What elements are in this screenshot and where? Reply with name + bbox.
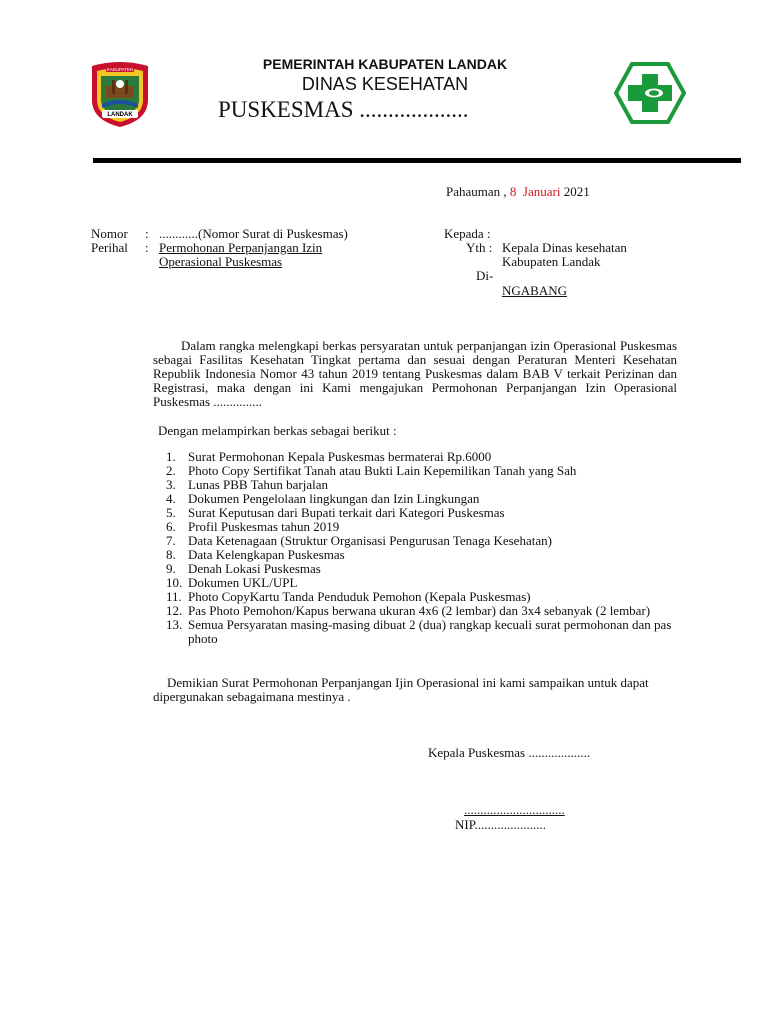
closing-paragraph: Demikian Surat Permohonan Perpanjangan Ijin Operasional ini kami sampaikan untuk dapat dipergunakan sebagaimana mestinya . — [153, 675, 649, 704]
health-cross-logo — [614, 62, 686, 124]
perihal-sep: : — [145, 240, 149, 255]
list-item: 10. Dokumen UKL/UPL — [166, 575, 298, 590]
list-item: 6. Profil Puskesmas tahun 2019 — [166, 519, 340, 534]
perihal-line-1: Permohonan Perpanjangan Izin — [159, 240, 323, 255]
list-item: 1. Surat Permohonan Kepala Puskesmas bermaterai Rp.6000 — [166, 449, 492, 464]
recipient-line-1: Kepala Dinas kesehatan — [502, 240, 627, 255]
letterhead-divider — [93, 158, 741, 163]
letter-date — [446, 185, 590, 199]
nomor-sep: : — [145, 226, 149, 241]
date-day: 8 — [509, 184, 517, 199]
list-item: 12. Pas Photo Pemohon/Kapus berwana ukuran 4x6 (2 lembar) dan 3x4 sebanyak (2 lembar) — [166, 603, 651, 618]
signature-title: Kepala Puskesmas ................... — [428, 745, 591, 760]
letterhead-puskesmas: PUSKESMAS ................... — [218, 97, 469, 122]
date-year: 2021 — [560, 184, 590, 199]
signature-nip: NIP...................... — [455, 817, 547, 832]
nomor-value: ............(Nomor Surat di Puskesmas) — [159, 226, 348, 241]
logo-left-text-bottom: LANDAK — [107, 112, 133, 118]
perihal-label: Perihal — [91, 240, 128, 255]
letterhead-government: PEMERINTAH KABUPATEN LANDAK — [262, 56, 508, 72]
recipient-di: Di- — [476, 268, 494, 283]
kabupaten-landak-logo — [88, 60, 152, 128]
recipient-line-2: Kabupaten Landak — [502, 254, 601, 269]
nomor-label: Nomor — [91, 226, 128, 241]
list-item: 4. Dokumen Pengelolaan lingkungan dan Izin Lingkungan — [166, 491, 480, 506]
list-item: 5. Surat Keputusan dari Bupati terkait dari Kategori Puskesmas — [166, 505, 505, 520]
letterhead-department: DINAS KESEHATAN — [301, 74, 469, 94]
attachment-intro: Dengan melampirkan berkas sebagai berikut : — [158, 423, 397, 438]
list-item: 8. Data Kelengkapan Puskesmas — [166, 547, 345, 562]
yth-label: Yth : — [466, 240, 493, 255]
signature-name: ............................... — [464, 802, 565, 817]
recipient-city: NGABANG — [502, 283, 567, 298]
perihal-line-2: Operasional Puskesmas — [159, 254, 283, 269]
kepada-label: Kepada : — [444, 226, 491, 241]
list-item: 13. Semua Persyaratan masing-masing dibuat 2 (dua) rangkap kecuali surat permohonan dan pas photo — [166, 617, 672, 646]
list-item: 9. Denah Lokasi Puskesmas — [166, 561, 321, 576]
date-month: Januari — [522, 184, 561, 199]
logo-left-text-top: KABUPATEN — [106, 67, 134, 72]
attachment-list — [166, 450, 676, 646]
list-item: 11. Photo CopyKartu Tanda Penduduk Pemohon (Kepala Puskesmas) — [166, 589, 531, 604]
list-item: 2. Photo Copy Sertifikat Tanah atau Bukti Lain Kepemilikan Tanah yang Sah — [166, 463, 577, 478]
list-item: 3. Lunas PBB Tahun barjalan — [166, 477, 329, 492]
date-place: Pahauman , — [446, 184, 510, 199]
body-paragraph: Dalam rangka melengkapi berkas persyaratan untuk perpanjangan izin Operasional Puskesmas sebagai Fasilitas Kesehatan Tingkat pertama dan sesuai dengan Peraturan Menteri Kesehatan Republik Indonesia Nomor 43 tahun 2019 tentang Puskesmas dalam BAB V terkait Perizinan dan Registrasi, maka dengan ini Kami mengajukan Permohonan Perpanjangan Izin Operasional Puskesmas ............... — [153, 338, 677, 409]
list-item: 7. Data Ketenagaan (Struktur Organisasi Pengurusan Tenaga Kesehatan) — [166, 533, 552, 548]
